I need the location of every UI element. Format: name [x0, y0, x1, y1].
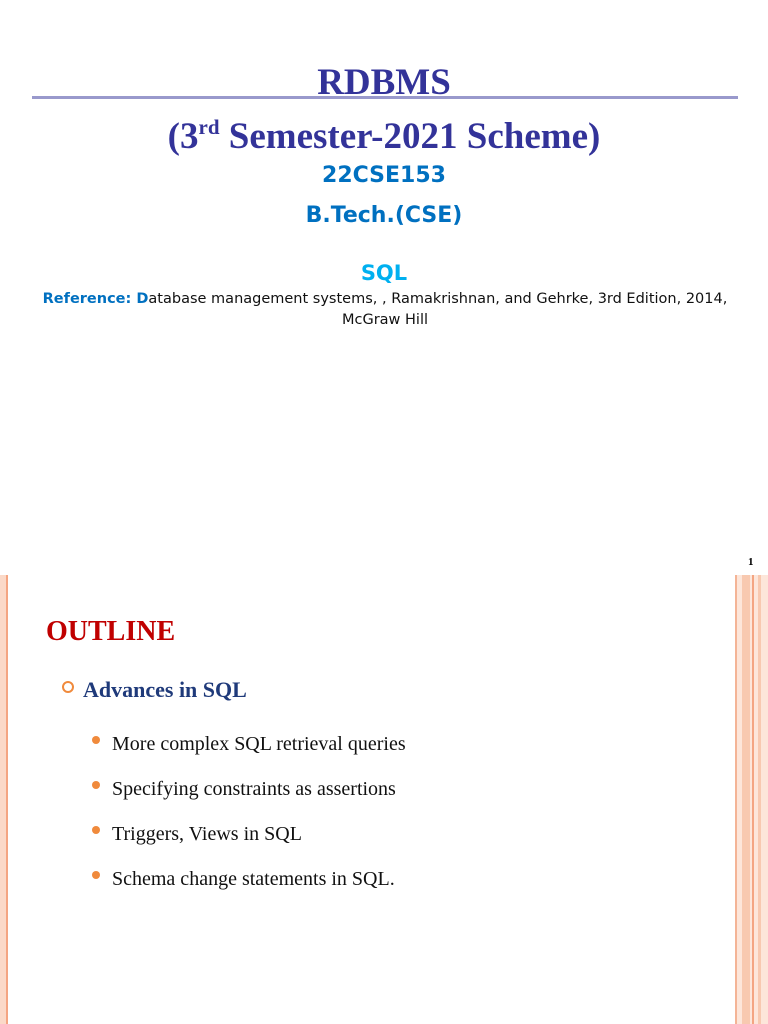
outline-slide: [0, 575, 768, 1024]
subtitle-superscript: rd: [198, 115, 220, 139]
list-item-label: More complex SQL retrieval queries: [112, 732, 406, 755]
section-bullet: [62, 675, 247, 705]
list-item: [92, 811, 406, 856]
list-item-label: Triggers, Views in SQL: [112, 822, 302, 845]
dot-bullet-icon: [92, 871, 100, 879]
list-item: [92, 766, 406, 811]
dot-bullet-icon: [92, 826, 100, 834]
reference-label: Reference:: [42, 291, 137, 307]
program-name: B.Tech.(CSE): [305, 203, 463, 228]
ring-bullet-icon: [62, 681, 74, 693]
dot-bullet-icon: [92, 736, 100, 744]
list-item: [92, 721, 406, 766]
list-item: [92, 856, 406, 901]
outline-heading: OUTLINE: [46, 616, 176, 647]
reference-body: atabase management systems, , Ramakrishnan, and Gehrke, 3rd Edition, 2014, McGraw Hill: [148, 291, 728, 328]
dot-bullet-icon: [92, 781, 100, 789]
slide-title: RDBMS: [317, 62, 451, 103]
right-border-stripe: [735, 575, 737, 1024]
section-label: Advances in SQL: [83, 677, 247, 702]
topic-title: SQL: [360, 261, 408, 285]
right-border-stripe: [742, 575, 750, 1024]
reference-first-letter: D: [136, 291, 149, 307]
course-code: 22CSE153: [322, 163, 446, 188]
right-border-stripe: [758, 575, 761, 1024]
subtitle-prefix: (3: [167, 116, 199, 157]
reference-text: [20, 289, 750, 331]
outline-list: [92, 721, 406, 901]
left-border-line: [6, 575, 8, 1024]
list-item-label: Specifying constraints as assertions: [112, 777, 396, 800]
semester-subtitle: [0, 115, 768, 163]
list-item-label: Schema change statements in SQL.: [112, 867, 395, 890]
page-number: 1: [748, 556, 754, 568]
subtitle-rest: Semester-2021 Scheme): [219, 116, 601, 157]
right-border-stripe: [752, 575, 754, 1024]
